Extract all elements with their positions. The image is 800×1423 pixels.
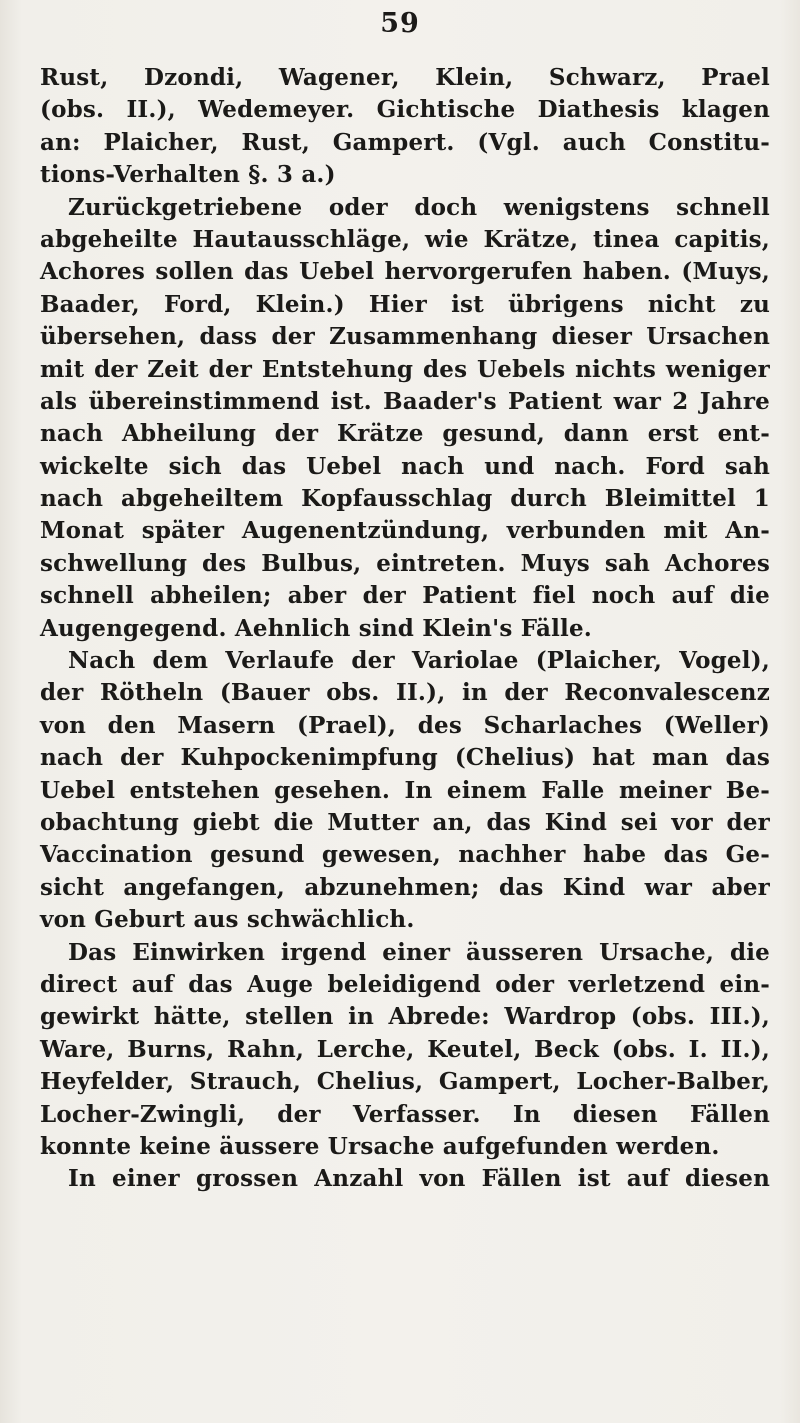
text-line: Monat später Augenentzündung, verbunden mit An- xyxy=(40,517,770,545)
text-line: der Rötheln (Bauer obs. II.), in der Reconvalescenz xyxy=(40,679,770,707)
text-line: abgeheilte Hautausschläge, wie Krätze, tinea capitis, xyxy=(40,225,770,253)
text-line: schnell abheilen; aber der Patient fiel noch auf die xyxy=(40,582,770,610)
text-line: Augengegend. Aehnlich sind Klein's Fälle. xyxy=(40,614,592,642)
text-line: Ware, Burns, Rahn, Lerche, Keutel, Beck (obs. I. II.), xyxy=(40,1035,770,1063)
text-line: von Geburt aus schwächlich. xyxy=(40,906,415,934)
page-number: 59 xyxy=(380,8,420,39)
text-line: Das Einwirken irgend einer äusseren Ursache, die xyxy=(68,938,770,966)
text-line: (obs. II.), Wedemeyer. Gichtische Diathesis klagen xyxy=(40,96,770,124)
text-line: nach abgeheiltem Kopfausschlag durch Bleimittel 1 xyxy=(40,485,770,513)
text-line: Heyfelder, Strauch, Chelius, Gampert, Locher-Balber, xyxy=(40,1068,770,1096)
text-line: als übereinstimmend ist. Baader's Patient war 2 Jahre xyxy=(40,387,770,415)
text-line: konnte keine äussere Ursache aufgefunden werden. xyxy=(40,1132,720,1160)
text-line: Achores sollen das Uebel hervorgerufen haben. (Muys, xyxy=(40,258,770,286)
text-line: direct auf das Auge beleidigend oder verletzend ein- xyxy=(40,970,770,998)
text-line: Baader, Ford, Klein.) Hier ist übrigens nicht zu xyxy=(40,290,770,318)
text-line: nach der Kuhpockenimpfung (Chelius) hat man das xyxy=(40,744,770,772)
text-line: von den Masern (Prael), des Scharlaches (Weller) xyxy=(40,711,770,739)
text-line: tions-Verhalten §. 3 a.) xyxy=(40,161,336,189)
text-line: In einer grossen Anzahl von Fällen ist auf diesen xyxy=(68,1165,770,1193)
text-line: gewirkt hätte, stellen in Abrede: Wardrop (obs. III.), xyxy=(40,1003,770,1031)
text-line: mit der Zeit der Entstehung des Uebels nichts weniger xyxy=(40,355,770,383)
text-line: wickelte sich das Uebel nach und nach. Ford sah xyxy=(40,452,770,480)
text-line: sicht angefangen, abzunehmen; das Kind war aber xyxy=(40,873,770,901)
text-line: schwellung des Bulbus, eintreten. Muys sah Achores xyxy=(40,549,770,577)
text-line: Nach dem Verlaufe der Variolae (Plaicher, Vogel), xyxy=(68,647,770,675)
body-text xyxy=(40,62,770,1196)
text-line: Vaccination gesund gewesen, nachher habe das Ge- xyxy=(40,841,770,869)
text-line: Zurückgetriebene oder doch wenigstens schnell xyxy=(68,193,770,221)
text-line: obachtung giebt die Mutter an, das Kind sei vor der xyxy=(40,808,770,836)
text-line: Rust, Dzondi, Wagener, Klein, Schwarz, Prael xyxy=(40,64,770,91)
text-line: Uebel entstehen gesehen. In einem Falle meiner Be- xyxy=(40,776,770,804)
text-line: Locher-Zwingli, der Verfasser. In diesen Fällen xyxy=(40,1100,770,1128)
text-line: an: Plaicher, Rust, Gampert. (Vgl. auch Constitu- xyxy=(40,128,770,156)
text-line: nach Abheilung der Krätze gesund, dann erst ent- xyxy=(40,420,770,448)
text-line: übersehen, dass der Zusammenhang dieser Ursachen xyxy=(40,323,770,351)
